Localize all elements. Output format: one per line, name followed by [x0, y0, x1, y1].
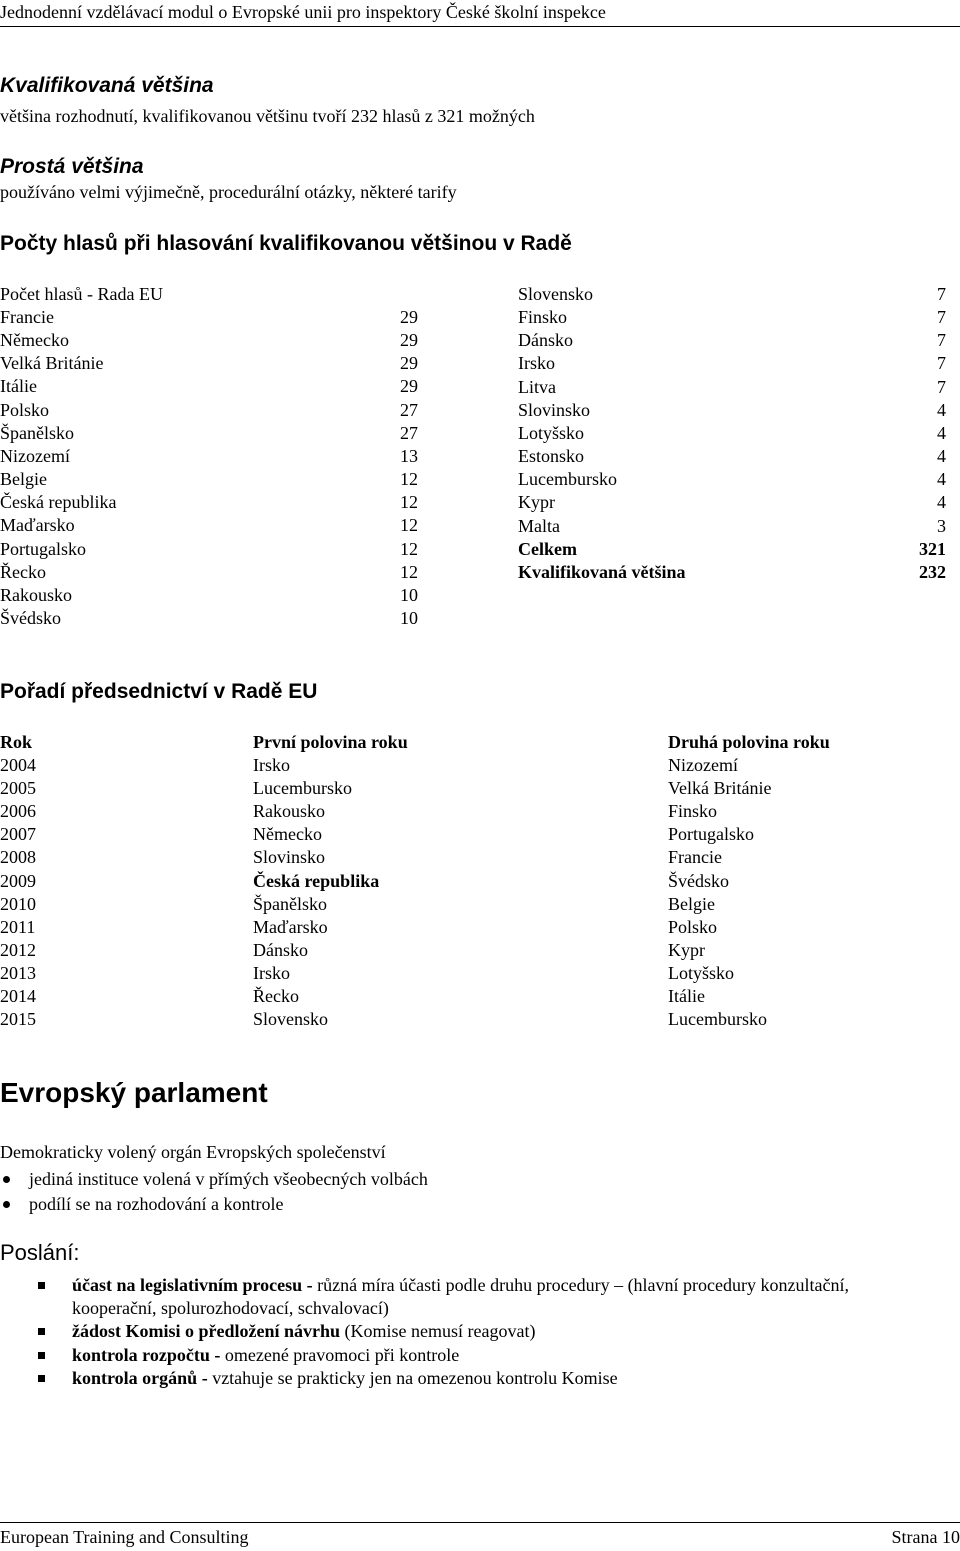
presidency-year: 2009 — [0, 870, 36, 891]
presidency-first-half: Slovensko — [253, 1009, 329, 1030]
square-bullet-icon — [38, 1375, 45, 1382]
presidency-first-half: Lucembursko — [253, 778, 352, 799]
vote-count: 12 — [400, 561, 418, 582]
bullet-icon — [3, 1176, 10, 1183]
presidency-second-half: Portugalsko — [668, 824, 755, 845]
bullet-icon — [3, 1201, 10, 1208]
vote-country: Německo — [0, 330, 69, 351]
presidency-first-half: Německo — [253, 824, 322, 845]
vote-count: 7 — [937, 307, 946, 328]
vote-count: 4 — [937, 469, 946, 490]
presidency-first-half: Dánsko — [253, 939, 308, 960]
presidency-year: 2010 — [0, 893, 36, 914]
presidency-year: 2008 — [0, 847, 36, 868]
vote-country: Švédsko — [0, 607, 62, 628]
vote-country: Malta — [518, 515, 560, 536]
presidency-first-half: Rakousko — [253, 801, 325, 822]
vote-count: 4 — [937, 492, 946, 513]
votes-left-title: Počet hlasů - Rada EU — [0, 284, 163, 304]
presidency-second-half: Francie — [668, 847, 722, 868]
vote-country: Maďarsko — [0, 515, 75, 536]
column-header-year: Rok — [0, 732, 33, 752]
mission-item-text: (Komise nemusí reagovat) — [340, 1321, 536, 1341]
mission-item — [72, 1344, 459, 1367]
presidency-first-half: Španělsko — [253, 893, 327, 914]
vote-country: Lotyšsko — [518, 422, 585, 443]
presidency-year: 2015 — [0, 1009, 36, 1030]
footer-left: European Training and Consulting — [0, 1527, 249, 1547]
square-bullet-icon — [38, 1282, 45, 1289]
vote-count: 7 — [937, 353, 946, 374]
vote-country: Finsko — [518, 307, 568, 328]
vote-country: Slovensko — [518, 284, 594, 304]
vote-country: Řecko — [0, 561, 46, 582]
vote-count: 321 — [919, 538, 946, 559]
presidency-year: 2005 — [0, 778, 36, 799]
mission-item-text: omezené pravomoci při kontrole — [220, 1345, 460, 1365]
mission-item — [72, 1320, 535, 1343]
vote-count: 12 — [400, 469, 418, 490]
vote-country: Rakousko — [0, 584, 72, 605]
parliament-bullet: podílí se na rozhodování a kontrole — [29, 1194, 284, 1214]
vote-country: Velká Británie — [0, 353, 104, 374]
presidency-year: 2004 — [0, 755, 36, 775]
presidency-first-half: Irsko — [253, 755, 290, 775]
vote-count: 29 — [400, 307, 418, 327]
presidency-second-half: Finsko — [668, 801, 718, 822]
vote-country: Nizozemí — [0, 445, 70, 466]
presidency-year: 2014 — [0, 986, 36, 1006]
mission-item — [72, 1274, 849, 1297]
presidency-first-half: Maďarsko — [253, 916, 328, 937]
presidency-second-half: Itálie — [668, 986, 705, 1006]
footer-page-number: Strana 10 — [891, 1527, 960, 1547]
column-header-second-half: Druhá polovina roku — [668, 732, 830, 752]
vote-country: Belgie — [0, 469, 47, 490]
vote-country: Slovinsko — [518, 399, 591, 420]
presidency-second-half: Polsko — [668, 916, 718, 937]
square-bullet-icon — [38, 1352, 45, 1359]
presidency-second-half: Kypr — [668, 939, 705, 960]
qualified-majority-text: většina rozhodnutí, kvalifikovanou většinu tvoří 232 hlasů z 321 možných — [0, 106, 535, 126]
vote-count: 4 — [937, 446, 946, 467]
vote-country: Irsko — [518, 353, 555, 374]
mission-item-continuation: kooperační, spolurozhodovací, schvalovací) — [72, 1298, 389, 1318]
vote-country: Dánsko — [518, 330, 573, 351]
vote-country: Litva — [518, 376, 556, 397]
vote-count: 13 — [400, 445, 418, 466]
vote-count: 12 — [400, 515, 418, 536]
page-header — [0, 0, 960, 27]
presidency-second-half: Nizozemí — [668, 755, 738, 775]
mission-item-text: vztahuje se prakticky jen na omezenou kontrolu Komise — [207, 1368, 618, 1388]
qualified-majority-heading: Kvalifikovaná většina — [0, 74, 214, 97]
presidency-first-half: Slovinsko — [253, 847, 326, 868]
mission-item — [72, 1367, 618, 1390]
parliament-bullet: jediná instituce volená v přímých všeobecných volbách — [29, 1169, 428, 1189]
simple-majority-heading: Prostá většina — [0, 155, 144, 178]
vote-country: Kvalifikovaná většina — [518, 561, 686, 582]
vote-count: 10 — [400, 584, 418, 605]
vote-country: Česká republika — [0, 492, 117, 513]
mission-heading: Poslání: — [0, 1240, 80, 1265]
vote-country: Francie — [0, 307, 54, 327]
vote-count: 7 — [937, 284, 946, 304]
vote-country: Celkem — [518, 538, 577, 559]
mission-item-bold: žádost Komisi o předložení návrhu — [72, 1321, 341, 1341]
vote-count: 232 — [919, 561, 946, 582]
presidency-second-half: Švédsko — [668, 870, 730, 891]
mission-item-bold: účast na legislativním procesu - — [72, 1275, 313, 1295]
presidency-year: 2007 — [0, 824, 36, 845]
vote-count: 29 — [400, 330, 418, 351]
vote-count: 3 — [937, 515, 946, 536]
presidency-second-half: Belgie — [668, 893, 715, 914]
vote-count: 27 — [400, 399, 418, 420]
vote-country: Španělsko — [0, 422, 74, 443]
square-bullet-icon — [38, 1328, 45, 1335]
presidency-second-half: Lucembursko — [668, 1009, 767, 1030]
presidency-second-half: Velká Británie — [668, 778, 772, 799]
presidency-first-half: Česká republika — [253, 870, 380, 891]
vote-country: Polsko — [0, 399, 50, 420]
vote-count: 4 — [937, 422, 946, 443]
vote-country: Kypr — [518, 492, 555, 513]
vote-count: 12 — [400, 492, 418, 513]
presidency-first-half: Irsko — [253, 962, 290, 983]
vote-count: 10 — [400, 607, 418, 628]
vote-count: 12 — [400, 538, 418, 559]
presidency-first-half: Řecko — [253, 986, 299, 1006]
vote-country: Portugalsko — [0, 538, 87, 559]
votes-heading: Počty hlasů při hlasování kvalifikovanou většinou v Radě — [0, 232, 572, 255]
simple-majority-text: používáno velmi výjimečně, procedurální otázky, některé tarify — [0, 182, 457, 202]
mission-item-bold: kontrola orgánů - — [72, 1368, 208, 1388]
vote-count: 4 — [937, 399, 946, 420]
presidency-heading: Pořadí předsednictví v Radě EU — [0, 680, 318, 703]
parliament-intro: Demokraticky volený orgán Evropských společenství — [0, 1142, 386, 1162]
mission-item-text: různá míra účasti podle druhu procedury – (hlavní procedury konzultační, — [312, 1275, 849, 1295]
vote-count: 7 — [937, 376, 946, 397]
header-title: Jednodenní vzdělávací modul o Evropské unii pro inspektory České školní inspekce — [0, 2, 606, 22]
presidency-second-half: Lotyšsko — [668, 962, 735, 983]
vote-count: 7 — [937, 330, 946, 351]
vote-count: 29 — [400, 376, 418, 397]
presidency-year: 2011 — [0, 916, 36, 937]
presidency-year: 2012 — [0, 939, 36, 960]
parliament-heading: Evropský parlament — [0, 1077, 268, 1108]
vote-count: 29 — [400, 353, 418, 374]
vote-country: Itálie — [0, 376, 37, 397]
presidency-year: 2006 — [0, 801, 36, 822]
mission-item-bold: kontrola rozpočtu - — [72, 1345, 221, 1365]
vote-country: Lucembursko — [518, 469, 617, 490]
vote-count: 27 — [400, 422, 418, 443]
page-footer — [0, 1522, 960, 1551]
presidency-year: 2013 — [0, 962, 36, 983]
vote-country: Estonsko — [518, 446, 585, 467]
column-header-first-half: První polovina roku — [253, 732, 408, 752]
